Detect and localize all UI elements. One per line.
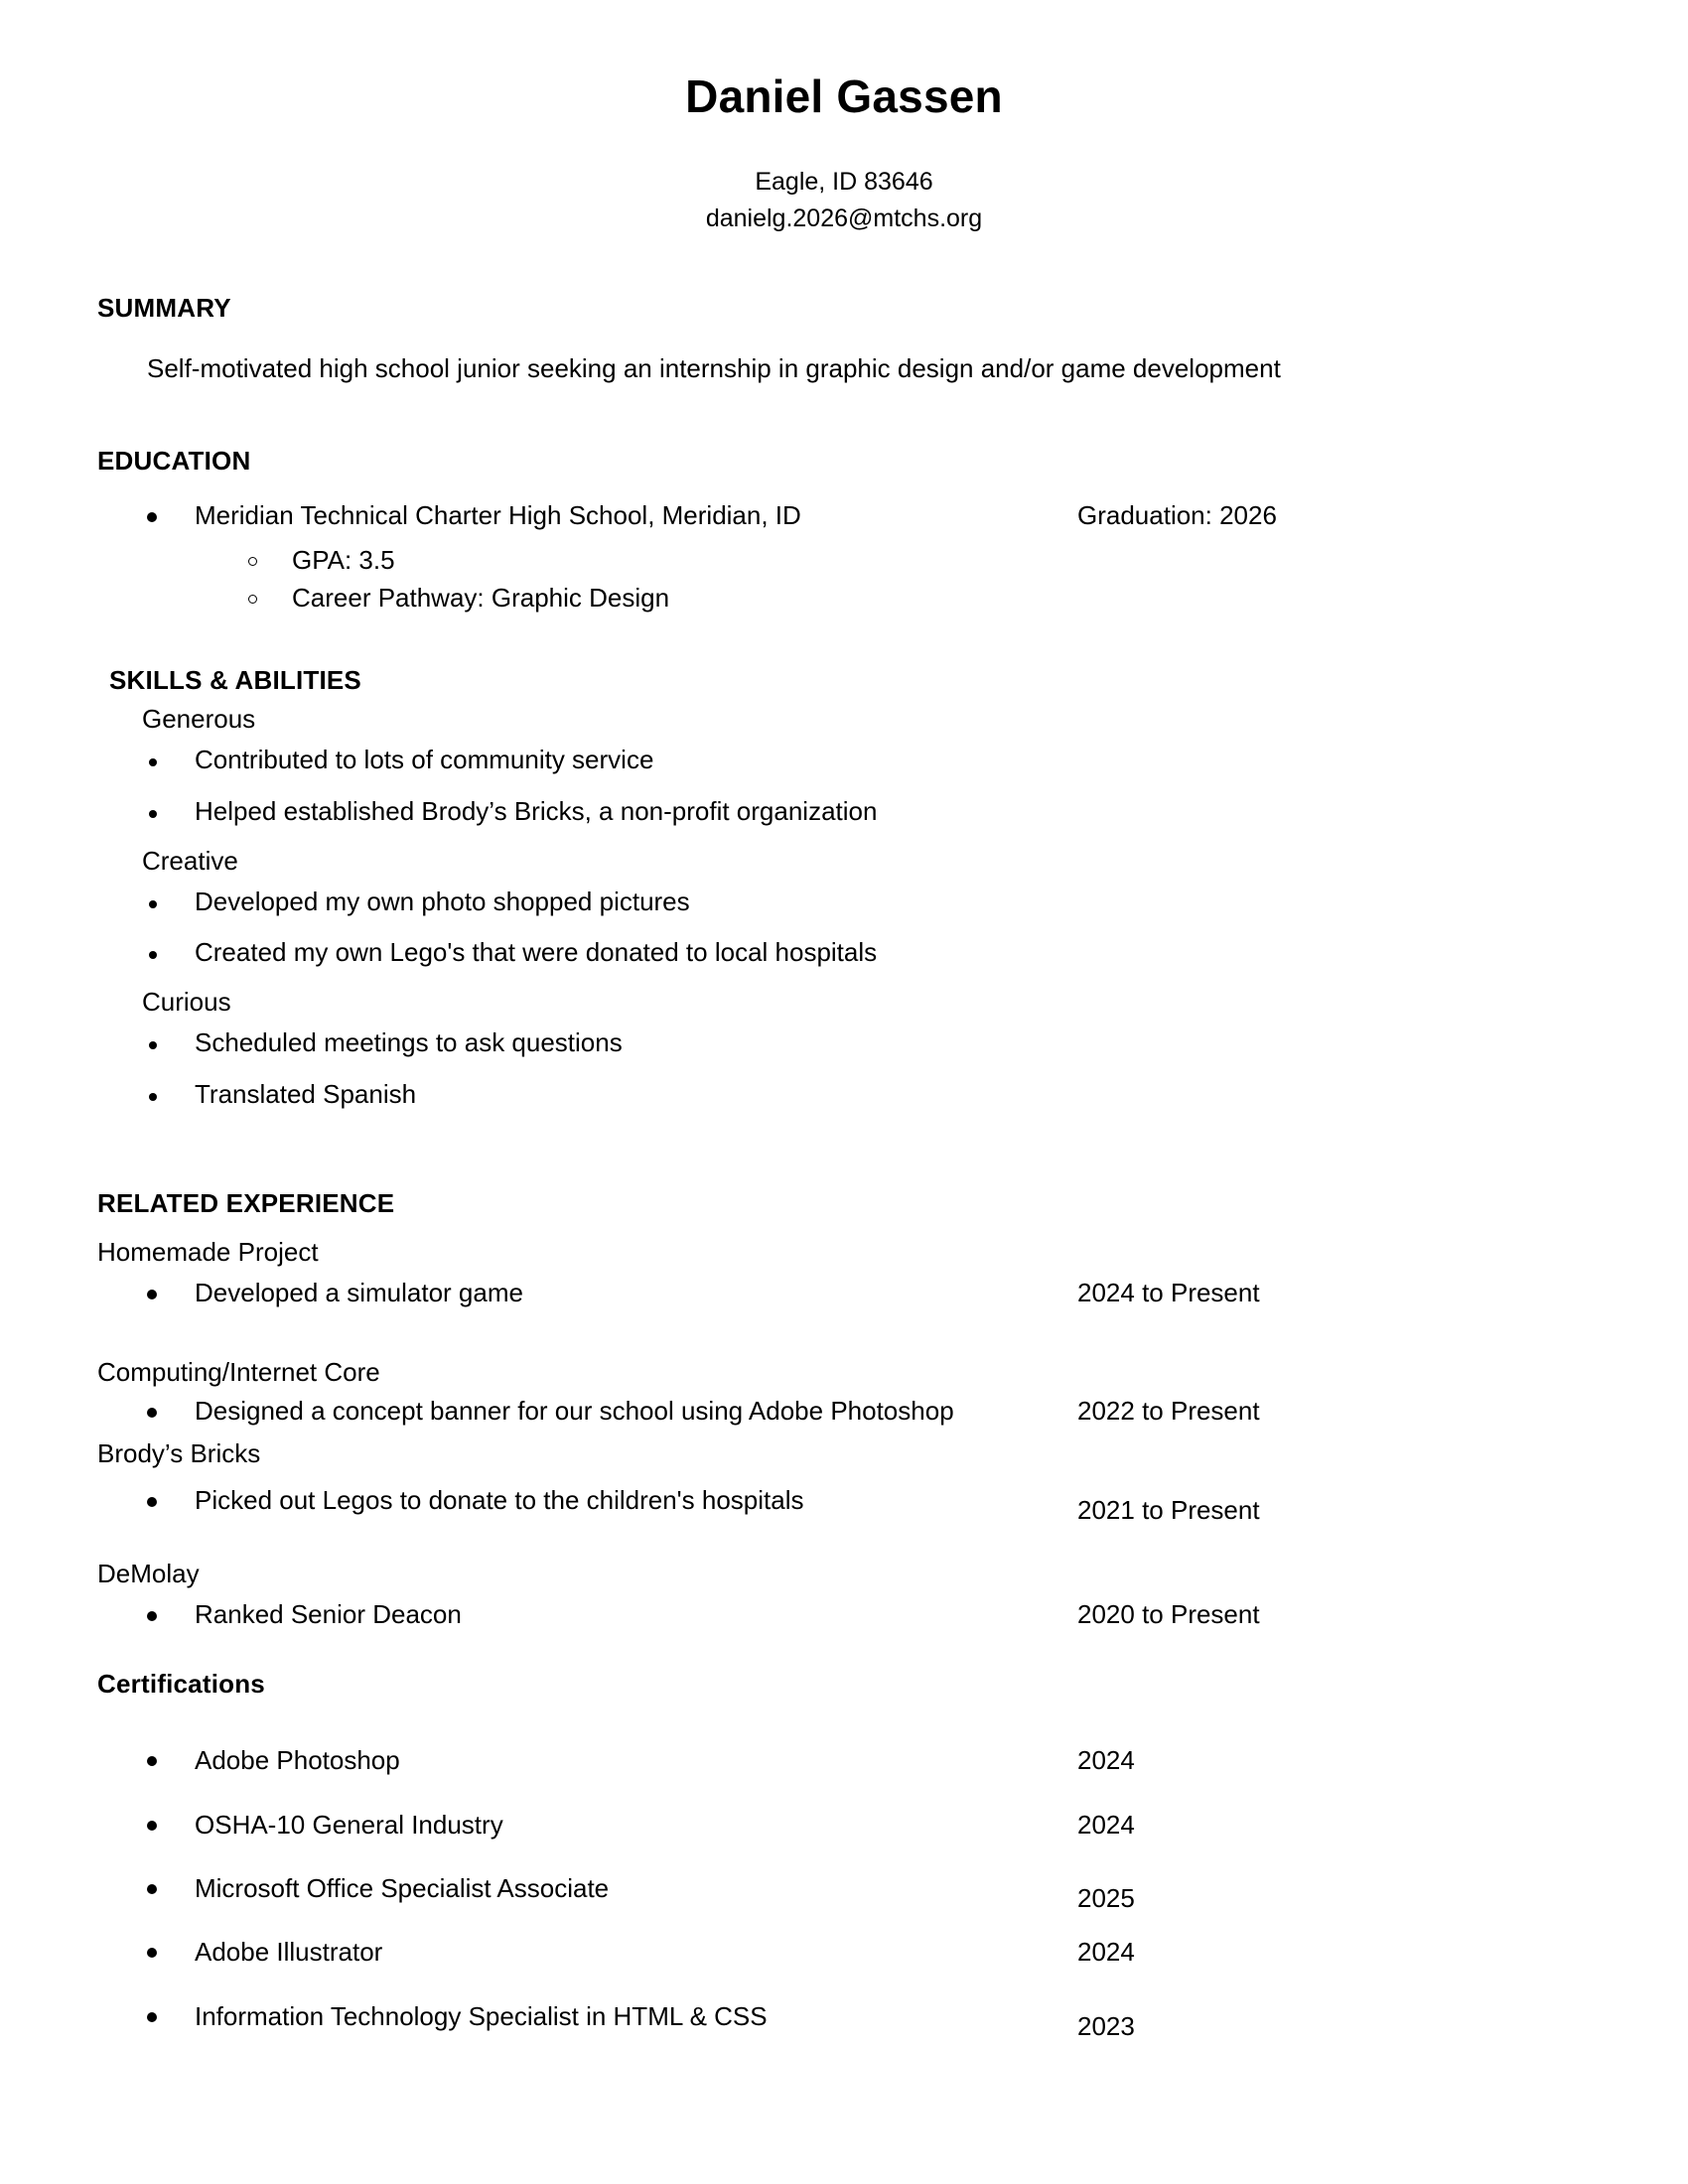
resume-header	[0, 0, 1688, 237]
certifications-section	[0, 1669, 1688, 2041]
list-item: Contributed to lots of community service	[0, 735, 1688, 786]
certification-name: OSHA-10 General Industry	[195, 1809, 503, 1840]
certification-year: 2024	[1077, 1809, 1135, 1840]
contact-location: Eagle, ID 83646	[755, 167, 933, 196]
certification-year: 2023	[1077, 2010, 1135, 2041]
certification-item	[0, 1999, 1135, 2041]
experience-heading: RELATED EXPERIENCE	[97, 1188, 395, 1219]
experience-entry	[0, 1237, 1688, 1309]
certification-item	[0, 1871, 1688, 1913]
experience-section	[0, 1188, 1688, 1631]
certification-name: Information Technology Specialist in HTML & CSS	[195, 2000, 768, 2031]
list-item: Scheduled meetings to ask questions	[0, 1018, 1688, 1069]
experience-bullet-list	[0, 1597, 1688, 1631]
skills-section	[0, 665, 1688, 1121]
experience-bullet-row	[0, 1597, 1688, 1631]
experience-bullet-list	[0, 1394, 1688, 1428]
experience-date: 2024 to Present	[1077, 1278, 1260, 1308]
list-item: Translated Spanish	[0, 1069, 1688, 1121]
summary-heading: SUMMARY	[97, 293, 231, 324]
list-item: Created my own Lego's that were donated to local hospitals	[0, 927, 1688, 979]
experience-org: Homemade Project	[97, 1237, 319, 1268]
education-section	[0, 446, 1688, 617]
experience-bullet-row	[0, 1483, 1688, 1525]
experience-date: 2021 to Present	[1077, 1494, 1260, 1525]
list-item: Helped established Brody’s Bricks, a non-profit organization	[0, 786, 1688, 838]
education-heading: EDUCATION	[97, 446, 251, 477]
certification-year: 2024	[1077, 1745, 1135, 1776]
education-list	[0, 498, 1688, 532]
education-detail-pathway: Career Pathway: Graphic Design	[0, 580, 1688, 617]
certification-name: Adobe Illustrator	[195, 1937, 383, 1968]
experience-bullet: Developed a simulator game	[195, 1278, 523, 1308]
certifications-heading: Certifications	[97, 1669, 265, 1700]
experience-date: 2022 to Present	[1077, 1396, 1260, 1427]
skills-group-list	[0, 877, 1688, 980]
experience-entry	[0, 1437, 1688, 1525]
education-school: Meridian Technical Charter High School, Meridian, ID	[195, 500, 801, 531]
certification-year: 2024	[1077, 1937, 1135, 1968]
experience-bullet-row	[0, 1276, 1688, 1309]
experience-entry	[0, 1357, 1688, 1428]
certification-year: 2025	[1077, 1883, 1135, 1913]
certification-item	[0, 1743, 1688, 1777]
education-detail-gpa: GPA: 3.5	[0, 542, 1688, 580]
experience-bullet: Picked out Legos to donate to the children's hospitals	[195, 1484, 804, 1515]
education-detail-list	[0, 542, 1688, 616]
experience-bullet-list	[0, 1483, 1688, 1525]
experience-org: Computing/Internet Core	[97, 1357, 380, 1388]
experience-bullet: Designed a concept banner for our school using Adobe Photoshop	[195, 1396, 954, 1427]
skills-group-list	[0, 1018, 1688, 1121]
experience-org: Brody’s Bricks	[97, 1437, 261, 1468]
page-title: Daniel Gassen	[685, 70, 1003, 122]
list-item: Developed my own photo shopped pictures	[0, 877, 1688, 928]
skills-group-curious	[0, 979, 1688, 1121]
skills-group-generous	[0, 696, 1688, 838]
skills-group-label: Generous	[142, 703, 256, 734]
certification-name: Adobe Photoshop	[195, 1745, 400, 1776]
certification-item	[0, 1808, 1688, 1842]
skills-group-creative	[0, 838, 1688, 980]
certification-name: Microsoft Office Specialist Associate	[195, 1873, 610, 1903]
experience-bullet: Ranked Senior Deacon	[195, 1599, 462, 1630]
skills-heading: SKILLS & ABILITIES	[109, 664, 361, 695]
skills-group-list	[0, 735, 1688, 838]
certification-item	[0, 1935, 1688, 1969]
experience-date: 2020 to Present	[1077, 1599, 1260, 1630]
experience-bullet-list	[0, 1276, 1688, 1309]
skills-group-label: Curious	[142, 987, 231, 1018]
contact-email: danielg.2026@mtchs.org	[705, 204, 983, 232]
experience-bullet-row	[0, 1394, 1260, 1428]
contact-block	[0, 164, 1688, 238]
summary-text: Self-motivated high school junior seeking an internship in graphic design and/or game development	[147, 353, 1281, 384]
experience-org: DeMolay	[97, 1559, 200, 1589]
summary-section	[0, 293, 1688, 384]
education-school-row	[0, 498, 1688, 532]
skills-group-label: Creative	[142, 845, 238, 876]
education-graduation: Graduation: 2026	[1077, 500, 1277, 531]
experience-entry	[0, 1559, 1688, 1631]
